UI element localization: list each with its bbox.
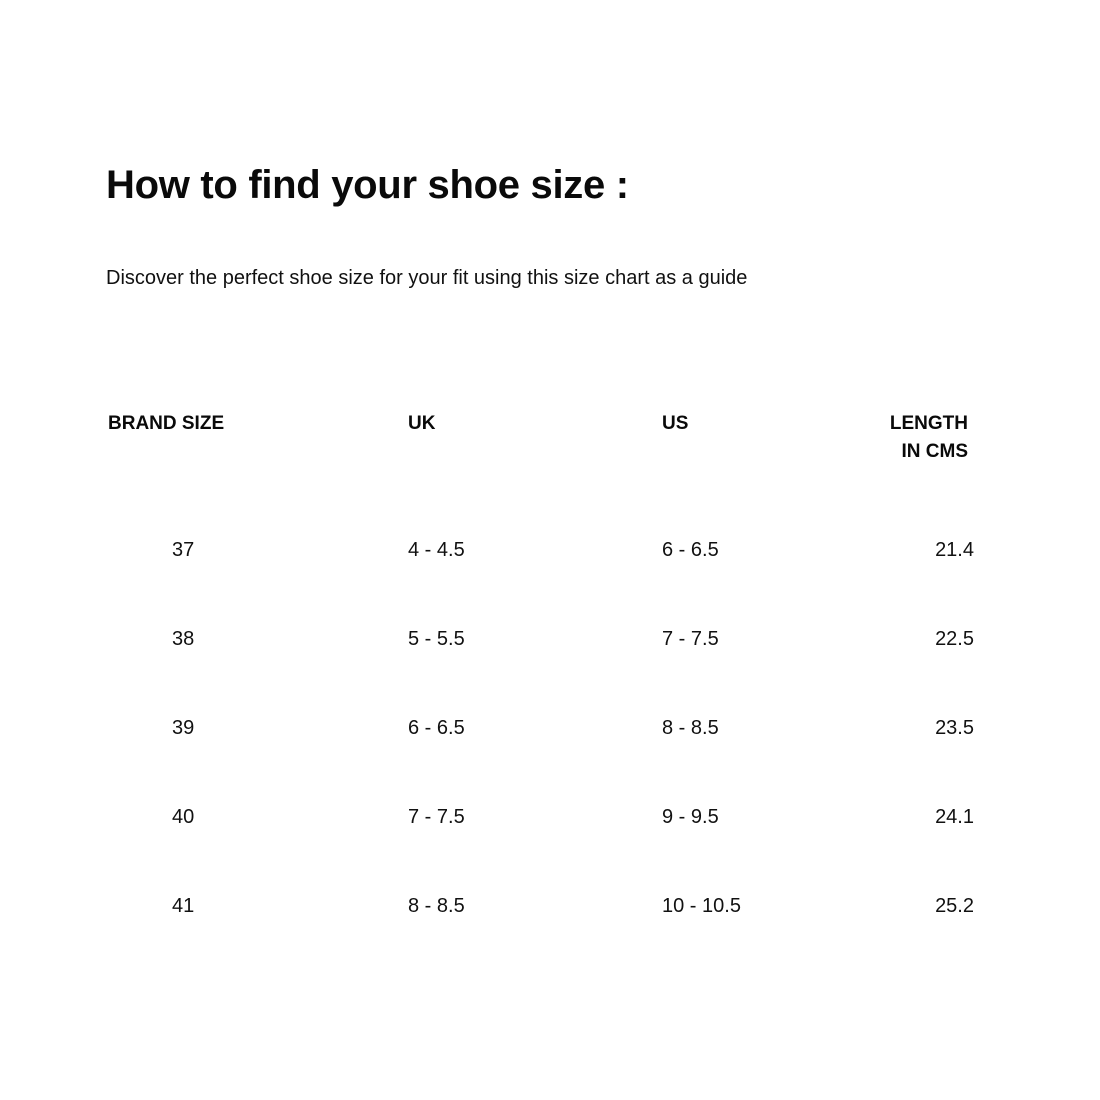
column-header-brand-size: BRAND SIZE: [108, 413, 225, 434]
cell-length-cms: 24.1: [935, 806, 974, 828]
column-header-uk: UK: [408, 413, 436, 434]
cell-length-cms: 23.5: [935, 717, 974, 739]
column-header-length-cms: LENGTH IN CMS: [889, 413, 968, 462]
table-header-row: [106, 410, 1006, 506]
cell-uk: 4 - 4.5: [408, 539, 465, 561]
table-row: [106, 595, 1006, 684]
cell-us: 6 - 6.5: [662, 539, 719, 561]
page-subtitle: Discover the perfect shoe size for your fit using this size chart as a guide: [106, 267, 748, 289]
cell-length-cms: 25.2: [935, 895, 974, 917]
table-row: [106, 506, 1006, 595]
cell-length-cms: 22.5: [935, 628, 974, 650]
page-title: How to find your shoe size :: [106, 162, 629, 207]
size-chart-table: [106, 410, 1006, 951]
cell-us: 9 - 9.5: [662, 806, 719, 828]
column-header-us: US: [662, 413, 689, 434]
cell-us: 10 - 10.5: [662, 895, 741, 917]
cell-length-cms: 21.4: [935, 539, 974, 561]
cell-brand-size: 37: [172, 539, 195, 561]
cell-brand-size: 40: [172, 806, 195, 828]
cell-uk: 6 - 6.5: [408, 717, 465, 739]
table-row: [106, 684, 1006, 773]
cell-brand-size: 41: [172, 895, 195, 917]
cell-us: 8 - 8.5: [662, 717, 719, 739]
cell-brand-size: 38: [172, 628, 195, 650]
cell-uk: 5 - 5.5: [408, 628, 465, 650]
cell-brand-size: 39: [172, 717, 195, 739]
table-body: [106, 506, 1006, 951]
table-row: [106, 773, 1006, 862]
cell-uk: 8 - 8.5: [408, 895, 465, 917]
cell-us: 7 - 7.5: [662, 628, 719, 650]
table-row: [106, 862, 1006, 951]
table-header: [106, 410, 1006, 506]
cell-uk: 7 - 7.5: [408, 806, 465, 828]
